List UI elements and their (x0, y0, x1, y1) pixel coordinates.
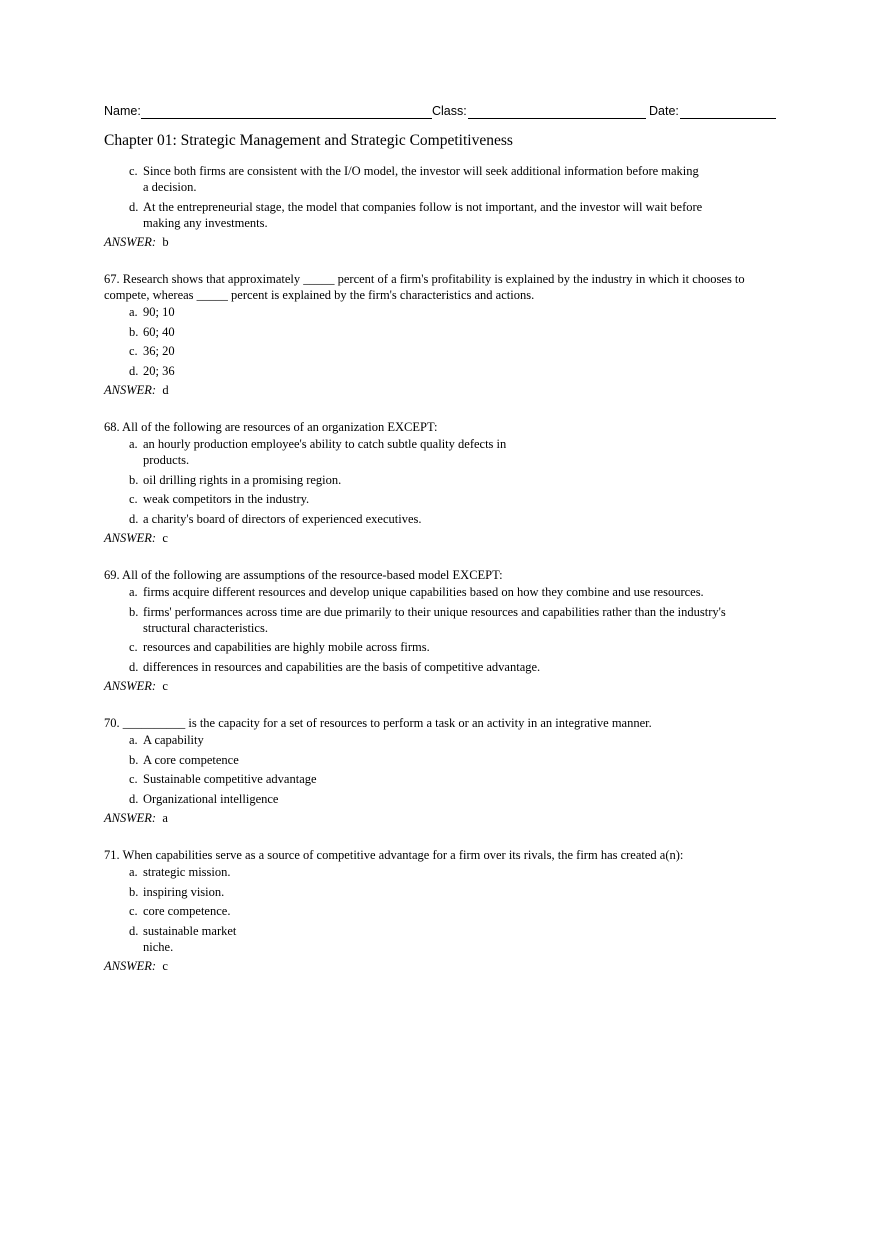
question-70 (104, 715, 764, 826)
question-69 (104, 567, 764, 694)
option-c: c. resources and capabilities are highly mobile across firms. (129, 640, 430, 654)
option-d: d. 20; 36 (129, 363, 175, 378)
answer-line: ANSWER: b (104, 235, 169, 249)
question-66-continued (104, 163, 764, 250)
option-c: c. 36; 20 (129, 344, 175, 358)
question-stem: 71. When capabilities serve as a source of competitive advantage for a firm over its rivals, the firm has created a(n): (104, 848, 684, 862)
question-stem: 69. All of the following are assumptions of the resource-based model EXCEPT: (104, 568, 503, 582)
option-b: b. A core competence (129, 752, 239, 767)
option-c: c. weak competitors in the industry. (129, 492, 310, 506)
option-b: b. 60; 40 (129, 324, 175, 339)
question-list (104, 163, 764, 974)
name-label: Name: (104, 104, 141, 118)
class-label: Class: (432, 104, 467, 118)
date-label: Date: (649, 104, 679, 118)
answer-value: c (162, 679, 168, 693)
question-stem: 70. __________ is the capacity for a set of resources to perform a task or an activity in an integrative manner. (104, 716, 652, 730)
option-a: a. strategic mission. (129, 865, 231, 879)
answer-value: c (162, 959, 168, 973)
option-d: d. sustainable market niche. (129, 923, 237, 954)
chapter-title: Chapter 01: Strategic Management and Strategic Competitiveness (104, 132, 513, 149)
answer-line: ANSWER: d (104, 383, 169, 397)
option-a: a. an hourly production employee's ability to catch subtle quality defects in products. (129, 437, 507, 467)
option-d: d. Organizational intelligence (129, 791, 279, 806)
option-c: c. Since both firms are consistent with the I/O model, the investor will seek additional information before making a decision. (129, 164, 699, 194)
option-a: a. 90; 10 (129, 305, 175, 319)
answer-line: ANSWER: a (104, 811, 168, 825)
option-a: a. firms acquire different resources and develop unique capabilities based on how they combine and use resources. (129, 585, 704, 599)
option-d: d. At the entrepreneurial stage, the model that companies follow is not important, and the investor will wait before making any investments. (129, 199, 703, 230)
question-68 (104, 419, 764, 546)
answer-line: ANSWER: c (104, 959, 168, 973)
date-field-line (680, 118, 776, 119)
question-stem: 67. Research shows that approximately _____ percent of a firm's profitability is explained by the industry in which it chooses to compete, whereas _____ percent is explained by the firm's characteristics and actions. (104, 272, 745, 302)
answer-line: ANSWER: c (104, 531, 168, 545)
answer-value: c (162, 531, 168, 545)
option-b: b. inspiring vision. (129, 884, 225, 899)
option-d: d. a charity's board of directors of experienced executives. (129, 511, 422, 526)
option-b: b. oil drilling rights in a promising region. (129, 472, 342, 487)
answer-line: ANSWER: c (104, 679, 168, 693)
option-c: c. Sustainable competitive advantage (129, 772, 317, 786)
class-field-line (468, 118, 646, 119)
question-67 (104, 271, 764, 398)
name-field-line (141, 118, 432, 119)
student-info-header (104, 103, 776, 121)
option-c: c. core competence. (129, 904, 231, 918)
answer-value: a (162, 811, 168, 825)
answer-value: b (162, 235, 169, 249)
question-stem: 68. All of the following are resources of an organization EXCEPT: (104, 420, 438, 434)
option-d: d. differences in resources and capabilities are the basis of competitive advantage. (129, 659, 541, 674)
answer-value: d (162, 383, 169, 397)
option-a: a. A capability (129, 733, 204, 747)
option-b: b. firms' performances across time are due primarily to their unique resources and capabilities rather than the industry's structural characteristics. (129, 604, 726, 635)
question-71 (104, 847, 764, 974)
